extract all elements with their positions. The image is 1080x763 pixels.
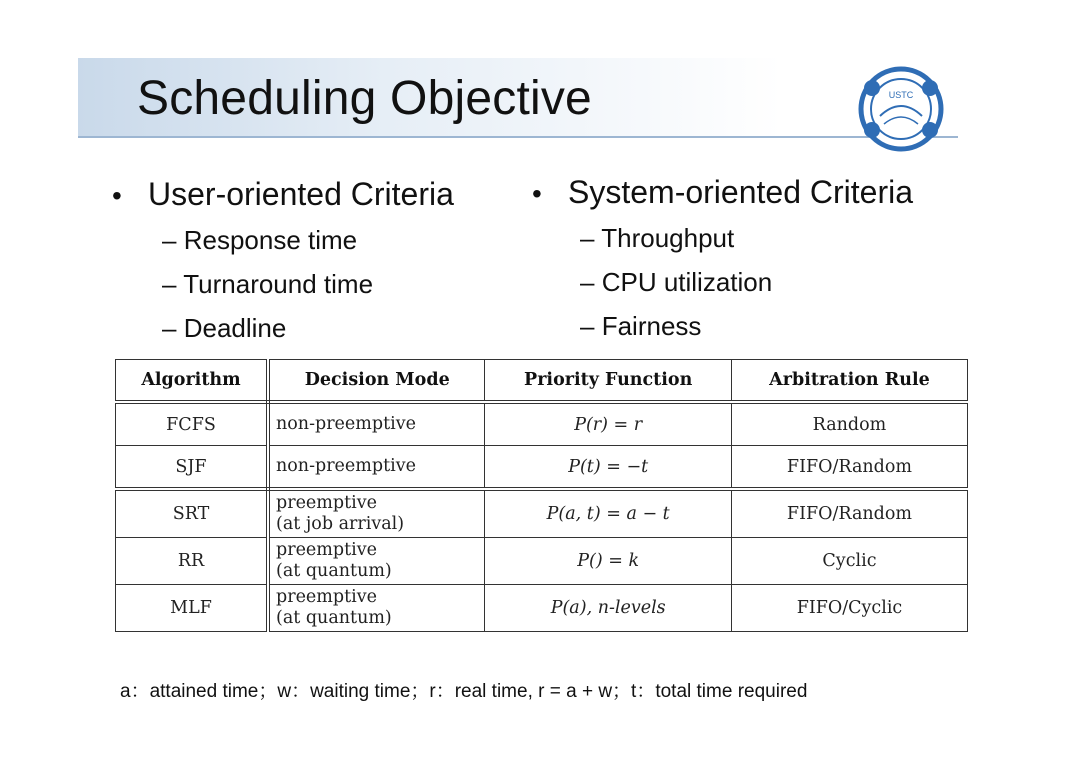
table-row: SRT preemptive (at job arrival) P(a, t) = a − t FIFO/Random xyxy=(116,489,968,538)
list-item: – Response time xyxy=(162,225,358,255)
scheduling-algorithms-table xyxy=(115,359,968,632)
table-row: MLF preemptive (at quantum) P(a), n-levels FIFO/Cyclic xyxy=(116,585,968,632)
list-item: – Turnaround time xyxy=(162,269,374,299)
list-item: – CPU utilization xyxy=(580,267,773,297)
table-row: RR preemptive (at quantum) P() = k Cyclic xyxy=(116,538,968,585)
system-criteria-list xyxy=(532,170,913,348)
header-decision-mode: Decision Mode xyxy=(268,360,485,403)
list-item: – Throughput xyxy=(580,223,735,253)
header-algorithm: Algorithm xyxy=(116,360,269,403)
table-row: FCFS non-preemptive P(r) = r Random xyxy=(116,402,968,446)
user-criteria-list xyxy=(112,172,454,350)
bullet-icon: • xyxy=(532,178,542,209)
slide-title: Scheduling Objective xyxy=(137,72,592,125)
bullet-icon: • xyxy=(112,180,122,211)
svg-text:USTC: USTC xyxy=(888,90,914,100)
list-item: – Deadline xyxy=(162,313,287,343)
system-criteria-heading: System-oriented Criteria xyxy=(568,174,913,210)
table-header-row xyxy=(116,360,968,403)
table-row: SJF non-preemptive P(t) = −t FIFO/Random xyxy=(116,446,968,490)
ustc-logo xyxy=(858,66,944,152)
header-arbitration-rule: Arbitration Rule xyxy=(731,360,967,403)
footnote: a：attained time；w：waiting time；r：real time, r = a + w；t：total time required xyxy=(120,681,808,702)
list-item: – Fairness xyxy=(580,311,702,341)
header-priority-function: Priority Function xyxy=(485,360,731,403)
user-criteria-heading: User-oriented Criteria xyxy=(148,176,454,212)
